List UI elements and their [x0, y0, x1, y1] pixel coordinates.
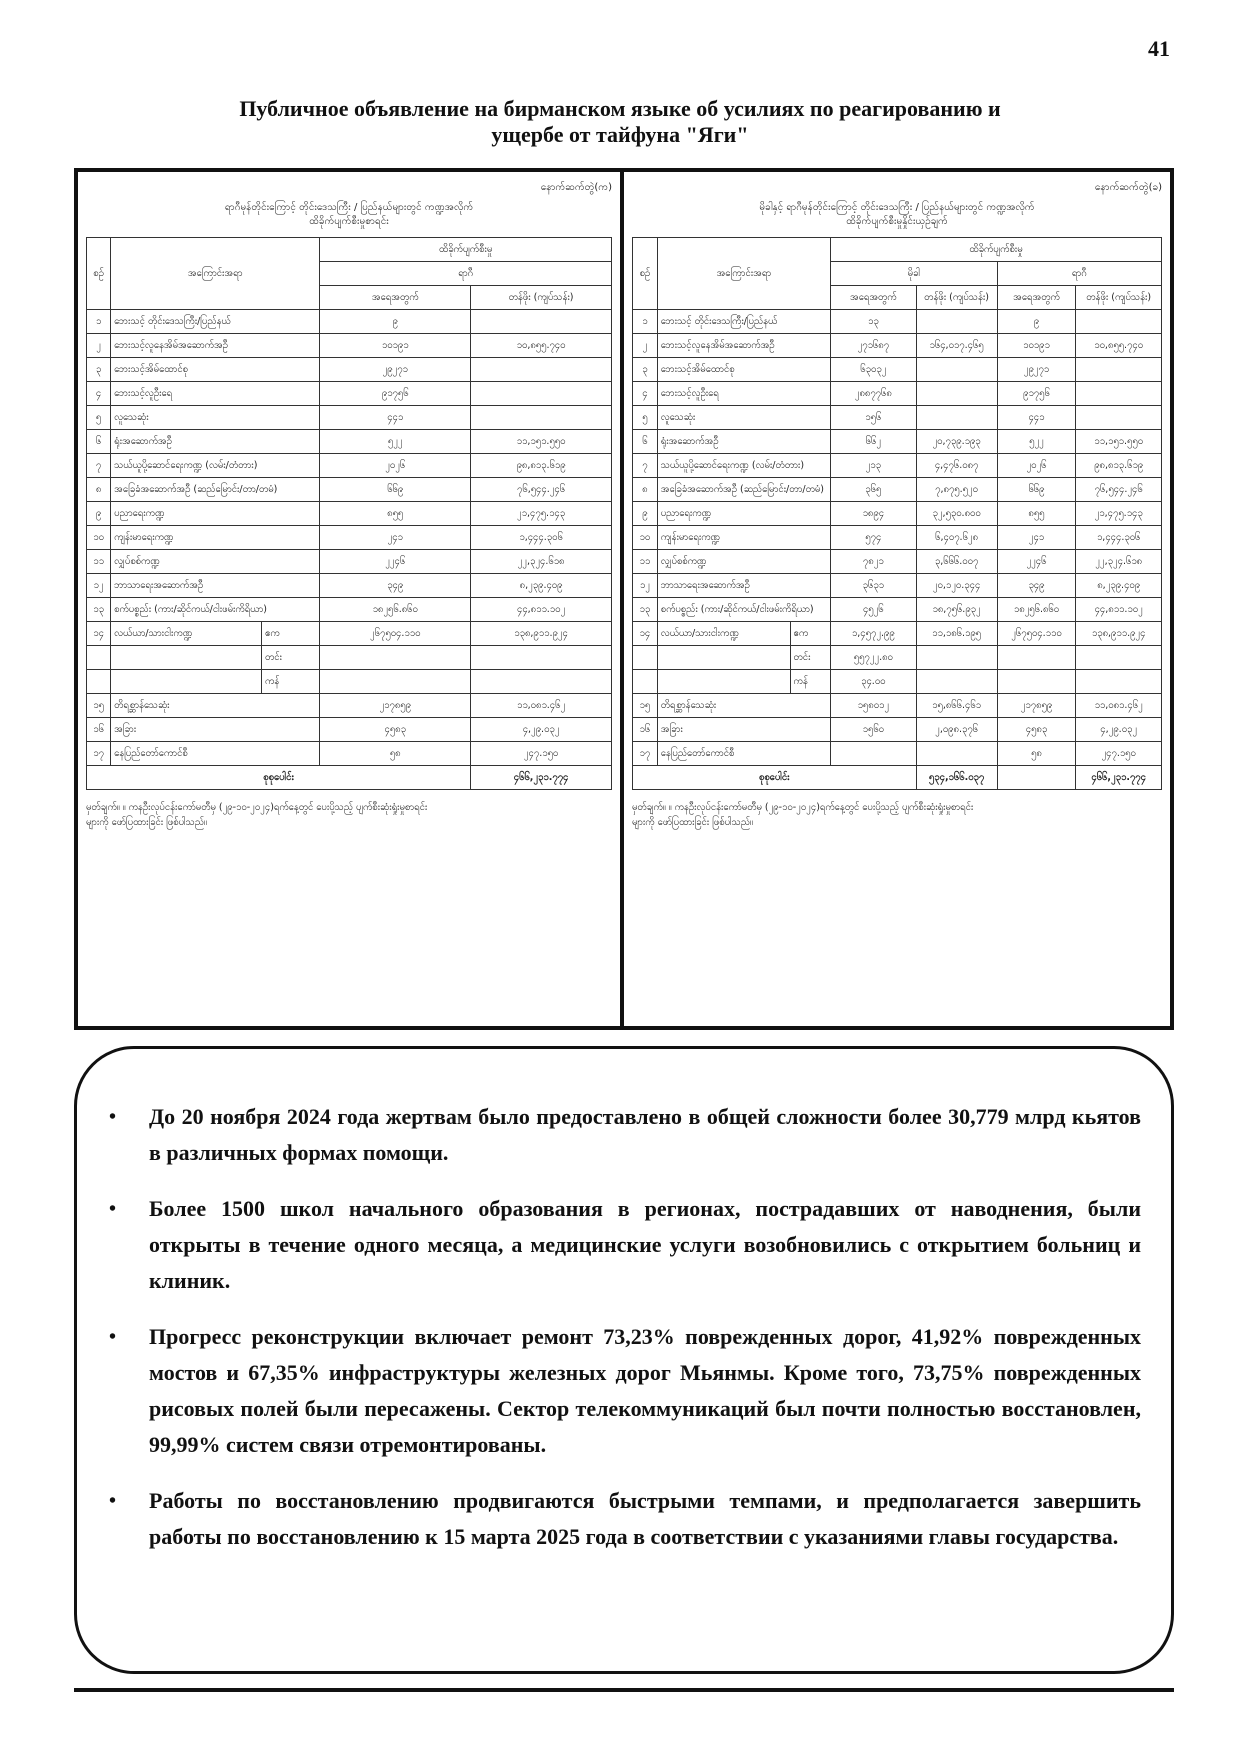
row-subject: ဘေးသင့် တိုင်းဒေသကြီး/ပြည်နယ် — [657, 310, 830, 334]
table-row — [87, 550, 612, 574]
annex-b-heading-line-2: ထိခိုက်ပျက်စီးမှုနှိုင်းယှဉ်ချက် — [846, 216, 948, 227]
row-subject: တိရစ္ဆာန်သေဆုံး — [111, 694, 320, 718]
row-mocha-value: ၃,၆၆၆.၀၀၇ — [916, 550, 997, 574]
bullet-icon: • — [109, 1106, 117, 1128]
annex-a-footnote-line-2: များကို ဖော်ပြထားခြင်း ဖြစ်ပါသည်။ — [86, 817, 207, 828]
row-value: ၇၆,၅၄၄.၂၄၆ — [471, 478, 612, 502]
row-yagi-count: ၉၁၇၅၆ — [997, 382, 1076, 406]
page-title — [120, 96, 1120, 148]
row-count: ၂၆၇၅၀၄.၁၁၀ — [320, 622, 471, 646]
annex-b-heading-line-1: မိုခါနှင့် ရာဂီမုန်တိုင်းကြောင့် တိုင်းဒေသကြီး / ပြည်နယ်များတွင် ကဏ္ဍအလိုက် — [759, 202, 1035, 213]
row-value — [471, 406, 612, 430]
row-yagi-value — [1076, 310, 1162, 334]
row-subject: ဘေးသင့်အိမ်ထောင်စု — [657, 358, 830, 382]
row-subject: သယ်ယူပို့ဆောင်ရေးကဏ္ဍ (လမ်း/တံတား) — [111, 454, 320, 478]
row-subject: ဘေးသင့်အိမ်ထောင်စု — [111, 358, 320, 382]
row-yagi-count: ၄၅၈၃ — [997, 718, 1076, 742]
row-count: ၁၀၁၉၁ — [320, 334, 471, 358]
row-mocha-count: ၁၅၆ — [831, 406, 917, 430]
total-row — [633, 766, 1162, 790]
row-mocha-count: ၃၆၅ — [831, 478, 917, 502]
row-mocha-count: ၆၆၂ — [831, 430, 917, 454]
row-value: ၄၄,၈၁၁.၁၀၂ — [471, 598, 612, 622]
summary-item — [107, 1483, 1141, 1555]
row-mocha-value: ၄,၄၇၆.၀၈၇ — [916, 454, 997, 478]
table-row — [633, 526, 1162, 550]
row-number: ၇ — [633, 454, 658, 478]
row-count: ၂၉၂၇၁ — [320, 358, 471, 382]
row-mocha-value — [916, 406, 997, 430]
bullet-icon: • — [109, 1326, 117, 1348]
table-row — [87, 382, 612, 406]
summary-text: Работы по восстановлению продвигаются быстрыми темпами, и предполагается завершить работы по восстановлению к 15 марта 2025 года в соответствии с указаниями главы государства. — [149, 1488, 1141, 1549]
row-subject: ဘေးသင့် တိုင်းဒေသကြီး/ပြည်နယ် — [111, 310, 320, 334]
row-count: ၂၄၁ — [320, 526, 471, 550]
row-mocha-count: ၁၅၈၀၁၂ — [831, 694, 917, 718]
row-subject: လူသေဆုံး — [111, 406, 320, 430]
annex-b-panel — [624, 172, 1170, 1026]
row-subject: ဘေးသင့်လူနေအိမ်အဆောက်အဦ — [657, 334, 830, 358]
annex-b-heading — [632, 201, 1162, 229]
table-row — [87, 406, 612, 430]
table-row — [633, 382, 1162, 406]
row-yagi-count: ၅၈ — [997, 742, 1076, 766]
col-header-yagi-count: အရေအတွက် — [997, 286, 1076, 310]
row-subject: ပညာရေးကဏ္ဍ — [111, 502, 320, 526]
row-subject: ဘာသာရေးအဆောက်အဦ — [111, 574, 320, 598]
row-mocha-count: ၂၁၃ — [831, 454, 917, 478]
table-row — [87, 310, 612, 334]
row-unit: ကန် — [261, 670, 319, 694]
row-count: ၄၅၈၃ — [320, 718, 471, 742]
row-subject — [657, 646, 790, 670]
table-row — [87, 334, 612, 358]
row-yagi-count: ၅၂၂ — [997, 430, 1076, 454]
announcement-scan-frame — [74, 168, 1174, 1030]
row-number — [87, 646, 111, 670]
row-number: ၆ — [633, 430, 658, 454]
col-header-yagi-value: တန်ဖိုး (ကျပ်သန်း) — [1076, 286, 1162, 310]
row-subject: ရုံးအဆောက်အဦ — [657, 430, 830, 454]
row-number: ၈ — [87, 478, 111, 502]
row-yagi-count: ၂၀၂၆ — [997, 454, 1076, 478]
row-count: ၁၈၂၅၆.၈၆၀ — [320, 598, 471, 622]
row-subject: ဘေးသင့်လူဦးရေ — [111, 382, 320, 406]
table-row — [633, 502, 1162, 526]
row-value: ၂၁,၄၇၅.၁၄၃ — [471, 502, 612, 526]
table-row — [87, 742, 612, 766]
row-number: ၁၆ — [87, 718, 111, 742]
row-number: ၇ — [87, 454, 111, 478]
row-count: ၄၄၁ — [320, 406, 471, 430]
row-subject — [111, 646, 262, 670]
row-mocha-value: ၃၂,၅၃၀.၈၀၀ — [916, 502, 997, 526]
total-mocha-value: ၅၃၄,၁၆၆.၀၃၇ — [916, 766, 997, 790]
table-row — [633, 406, 1162, 430]
row-yagi-count: ၂၂၄၆ — [997, 550, 1076, 574]
table-row — [633, 646, 1162, 670]
row-yagi-value: ၂၄၇.၁၅၀ — [1076, 742, 1162, 766]
table-row — [87, 622, 612, 646]
row-number: ၆ — [87, 430, 111, 454]
row-yagi-count: ၃၄၉ — [997, 574, 1076, 598]
row-mocha-value: ၁၈,၇၅၆.၉၃၂ — [916, 598, 997, 622]
row-value: ၁၃၈,၉၁၁.၉၂၄ — [471, 622, 612, 646]
row-value: ၈,၂၃၉.၄၀၉ — [471, 574, 612, 598]
row-number: ၃ — [87, 358, 111, 382]
row-yagi-value — [1076, 358, 1162, 382]
col-header-subject: အကြောင်းအရာ — [657, 238, 830, 310]
title-line-1: Публичное объявление на бирманском языке об усилиях по реагированию и — [239, 96, 1001, 121]
table-row — [87, 718, 612, 742]
table-row — [633, 334, 1162, 358]
table-row — [87, 358, 612, 382]
row-number: ၉ — [87, 502, 111, 526]
table-row — [87, 598, 612, 622]
table-row — [633, 622, 1162, 646]
row-yagi-value — [1076, 670, 1162, 694]
row-number: ၁ — [87, 310, 111, 334]
title-line-2: ущербе от тайфуна "Яги" — [491, 122, 749, 147]
row-yagi-value: ၇၆,၅၄၄.၂၄၆ — [1076, 478, 1162, 502]
table-row — [87, 502, 612, 526]
row-unit: တင်း — [261, 646, 319, 670]
col-header-no: စဉ် — [633, 238, 658, 310]
annex-a-footnote — [86, 800, 612, 830]
row-mocha-count: ၆၃၀၃၂ — [831, 358, 917, 382]
row-subject: သယ်ယူပို့ဆောင်ရေးကဏ္ဍ (လမ်း/တံတား) — [657, 454, 830, 478]
table-row — [87, 430, 612, 454]
row-subject: တိရစ္ဆာန်သေဆုံး — [657, 694, 830, 718]
row-yagi-value: ၂၂,၃၂၄.၆၁၈ — [1076, 550, 1162, 574]
row-yagi-value: ၈,၂၃၉.၄၀၉ — [1076, 574, 1162, 598]
table-row — [633, 694, 1162, 718]
row-number — [87, 670, 111, 694]
row-number: ၁၇ — [87, 742, 111, 766]
row-yagi-value: ၁,၄၄၄.၃၀၆ — [1076, 526, 1162, 550]
total-row — [87, 766, 612, 790]
table-row — [87, 574, 612, 598]
row-count: ၅၈ — [320, 742, 471, 766]
row-mocha-value — [916, 382, 997, 406]
row-subject: ကျန်းမာရေးကဏ္ဍ — [111, 526, 320, 550]
row-count: ၂၁၇၈၅၉ — [320, 694, 471, 718]
row-mocha-count: ၅၅၇၂၂.၈၀ — [831, 646, 917, 670]
table-row — [633, 430, 1162, 454]
row-number: ၁၇ — [633, 742, 658, 766]
col-header-yagi: ရာဂီ — [997, 262, 1161, 286]
bullet-icon: • — [109, 1198, 117, 1220]
row-mocha-value: ၂၀,၇၃၉.၁၉၃ — [916, 430, 997, 454]
row-mocha-value — [916, 310, 997, 334]
row-mocha-count: ၁၃ — [831, 310, 917, 334]
row-subject: အခြား — [111, 718, 320, 742]
row-number: ၁၁ — [87, 550, 111, 574]
annex-a-heading-line-2: ထိခိုက်ပျက်စီးမှုစာရင်း — [309, 216, 389, 227]
row-mocha-count: ၁၈၉၄ — [831, 502, 917, 526]
row-yagi-count: ၆၆၉ — [997, 478, 1076, 502]
row-mocha-value: ၆,၄၀၇.၆၂၈ — [916, 526, 997, 550]
row-mocha-value — [916, 646, 997, 670]
row-yagi-count: ၁၈၂၅၆.၈၆၀ — [997, 598, 1076, 622]
annex-a-heading-line-1: ရာဂီမုန်တိုင်းကြောင့် တိုင်းဒေသကြီး / ပြည်နယ်များတွင် ကဏ္ဍအလိုက် — [224, 202, 474, 213]
row-number — [633, 646, 658, 670]
table-row — [87, 670, 612, 694]
row-value: ၁၀,၈၅၅.၇၄၀ — [471, 334, 612, 358]
row-subject: အခြေခံအဆောက်အဦ (ဆည်မြောင်း/တာ/တမံ) — [111, 478, 320, 502]
table-row — [633, 742, 1162, 766]
row-number: ၁၀ — [633, 526, 658, 550]
row-count: ၆၆၉ — [320, 478, 471, 502]
col-header-mocha: မိုခါ — [831, 262, 998, 286]
row-mocha-count: ၄၅၂၆ — [831, 598, 917, 622]
row-yagi-value: ၄,၂၉.၀၃၂ — [1076, 718, 1162, 742]
annex-a-heading — [86, 201, 612, 229]
row-count: ၂၂၄၆ — [320, 550, 471, 574]
row-number — [633, 670, 658, 694]
row-mocha-count: ၁၅၆၀ — [831, 718, 917, 742]
row-number: ၁၁ — [633, 550, 658, 574]
row-yagi-count: ၄၄၁ — [997, 406, 1076, 430]
col-header-no: စဉ် — [87, 238, 111, 310]
row-yagi-count: ၂၄၁ — [997, 526, 1076, 550]
table-row — [633, 718, 1162, 742]
row-subject: အခြား — [657, 718, 830, 742]
row-count — [320, 646, 471, 670]
row-mocha-count: ၇၈၂၁ — [831, 550, 917, 574]
row-value — [471, 670, 612, 694]
row-subject: ရုံးအဆောက်အဦ — [111, 430, 320, 454]
row-subject: လယ်ယာ/သားငါးကဏ္ဍ — [111, 622, 262, 646]
row-yagi-count: ၂၆၇၅၀၄.၁၁၀ — [997, 622, 1076, 646]
table-row — [633, 454, 1162, 478]
row-mocha-count — [831, 742, 917, 766]
summary-text: Более 1500 школ начального образования в регионах, пострадавших от наводнения, были открыты в течение одного месяца, а медицинские услуги возобновились с открытием больниц и клиник. — [149, 1196, 1141, 1293]
row-mocha-count: ၃၄.၀၀ — [831, 670, 917, 694]
row-number: ၁၂ — [87, 574, 111, 598]
row-number: ၁၄ — [87, 622, 111, 646]
row-subject: ဘေးသင့်လူနေအိမ်အဆောက်အဦ — [111, 334, 320, 358]
row-yagi-value: ၂၁,၄၇၅.၁၄၃ — [1076, 502, 1162, 526]
row-number: ၁၄ — [633, 622, 658, 646]
row-count: ၅၂၂ — [320, 430, 471, 454]
summary-item — [107, 1191, 1141, 1299]
row-count: ၃၄၉ — [320, 574, 471, 598]
table-row — [633, 574, 1162, 598]
row-subject: ပညာရေးကဏ္ဍ — [657, 502, 830, 526]
table-row — [633, 478, 1162, 502]
row-mocha-value — [916, 742, 997, 766]
row-count — [320, 670, 471, 694]
row-mocha-count: ၂၇၁၆၈၇ — [831, 334, 917, 358]
total-yagi-value: ၄၆၆,၂၃၁.၇၇၄ — [1076, 766, 1162, 790]
annex-b-footnote-line-1: မှတ်ချက်။ ။ ကနဦးလုပ်ငန်းကော်မတီမှ (၂၉-၁၀-၂၀၂၄)ရက်နေ့တွင် ပေးပို့သည့် ပျက်စီးဆုံးရှုံးမှုစာရင်း — [632, 802, 974, 813]
row-yagi-count: ၈၅၅ — [997, 502, 1076, 526]
row-count: ၉ — [320, 310, 471, 334]
summary-item — [107, 1099, 1141, 1171]
annex-a-table-body — [87, 310, 612, 790]
row-number: ၄ — [87, 382, 111, 406]
row-subject: ကျန်းမာရေးကဏ္ဍ — [657, 526, 830, 550]
row-mocha-value: ၁၁,၁၈၆.၁၉၅ — [916, 622, 997, 646]
row-subject — [657, 670, 790, 694]
row-count: ၂၀၂၆ — [320, 454, 471, 478]
col-header-mocha-value: တန်ဖိုး (ကျပ်သန်း) — [916, 286, 997, 310]
table-row — [633, 598, 1162, 622]
annex-b-footnote — [632, 800, 1162, 830]
annex-b-label: နောက်ဆက်တွဲ(ခ) — [1094, 182, 1162, 193]
row-value: ၉၈,၈၁၃.၆၁၉ — [471, 454, 612, 478]
col-header-count: အရေအတွက် — [320, 286, 471, 310]
row-count: ၈၅၅ — [320, 502, 471, 526]
row-value — [471, 382, 612, 406]
summary-item — [107, 1319, 1141, 1463]
table-row — [87, 454, 612, 478]
col-header-value: တန်ဖိုး (ကျပ်သန်း) — [471, 286, 612, 310]
row-number: ၅ — [633, 406, 658, 430]
table-row — [87, 478, 612, 502]
row-mocha-value — [916, 670, 997, 694]
row-subject — [111, 670, 262, 694]
row-yagi-count: ၁၀၁၉၁ — [997, 334, 1076, 358]
row-number: ၉ — [633, 502, 658, 526]
summary-text: Прогресс реконструкции включает ремонт 73,23% поврежденных дорог, 41,92% поврежденных мостов и 67,35% инфраструктуры железных дорог Мьянмы. Кроме того, 73,75% поврежденных рисовых полей были пересажены. Сектор телекоммуникаций был почти полностью восстановлен, 99,99% систем связи отремонтированы. — [149, 1324, 1141, 1457]
row-mocha-value: ၂,၀၉၈.၃၇၆ — [916, 718, 997, 742]
row-mocha-value: ၇,၈၇၅.၅၂၀ — [916, 478, 997, 502]
row-mocha-value: ၁၆၄,၀၁၇.၄၆၅ — [916, 334, 997, 358]
row-yagi-value: ၄၄,၈၁၁.၁၀၂ — [1076, 598, 1162, 622]
row-number: ၁၅ — [633, 694, 658, 718]
row-number: ၂ — [87, 334, 111, 358]
annex-a-table — [86, 237, 612, 790]
row-value — [471, 358, 612, 382]
bullet-icon: • — [109, 1490, 117, 1512]
table-row — [633, 550, 1162, 574]
row-yagi-count — [997, 646, 1076, 670]
row-yagi-value — [1076, 382, 1162, 406]
row-value — [471, 646, 612, 670]
row-value: ၂၂,၃၂၄.၆၁၈ — [471, 550, 612, 574]
row-number: ၁၃ — [633, 598, 658, 622]
table-row — [633, 310, 1162, 334]
table-row — [87, 694, 612, 718]
row-value: ၁၁,၀၈၁.၄၆၂ — [471, 694, 612, 718]
row-subject: နေပြည်တော်ကောင်စီ — [657, 742, 830, 766]
row-number: ၁၃ — [87, 598, 111, 622]
row-unit: တင်း — [790, 646, 831, 670]
row-yagi-value — [1076, 406, 1162, 430]
row-number: ၁၅ — [87, 694, 111, 718]
annex-a-panel — [78, 172, 620, 1026]
row-yagi-count — [997, 670, 1076, 694]
row-number: ၁၀ — [87, 526, 111, 550]
table-row — [87, 646, 612, 670]
row-number: ၁၆ — [633, 718, 658, 742]
annex-b-footnote-line-2: များကို ဖော်ပြထားခြင်း ဖြစ်ပါသည်။ — [632, 817, 753, 828]
row-mocha-count: ၅၇၄ — [831, 526, 917, 550]
row-yagi-count: ၂၉၂၇၁ — [997, 358, 1076, 382]
row-value: ၁၁,၁၅၁.၅၅၀ — [471, 430, 612, 454]
row-subject: လယ်ယာ/သားငါးကဏ္ဍ — [657, 622, 790, 646]
row-number: ၂ — [633, 334, 658, 358]
page-number: 41 — [1148, 36, 1170, 61]
bottom-rule — [74, 1688, 1174, 1692]
table-row — [633, 670, 1162, 694]
annex-a-label: နောက်ဆက်တွဲ(က) — [540, 182, 612, 193]
row-yagi-value — [1076, 646, 1162, 670]
table-row — [87, 526, 612, 550]
row-mocha-count: ၃၆၃၁ — [831, 574, 917, 598]
row-subject: လျှပ်စစ်ကဏ္ဍ — [657, 550, 830, 574]
col-header-subject: အကြောင်းအရာ — [111, 238, 320, 310]
table-row — [633, 358, 1162, 382]
row-number: ၁ — [633, 310, 658, 334]
col-header-damage: ထိခိုက်ပျက်စီးမှု — [320, 238, 612, 262]
row-yagi-value: ၁၃၈,၉၁၁.၉၂၄ — [1076, 622, 1162, 646]
row-yagi-count: ၂၁၇၈၅၉ — [997, 694, 1076, 718]
col-header-yagi: ရာဂီ — [320, 262, 612, 286]
row-number: ၈ — [633, 478, 658, 502]
row-yagi-value: ၁၁,၁၅၁.၅၅၀ — [1076, 430, 1162, 454]
row-unit: ဧက — [261, 622, 319, 646]
total-label: စုစုပေါင်း — [87, 766, 471, 790]
total-label: စုစုပေါင်း — [633, 766, 917, 790]
annex-b-table-body — [633, 310, 1162, 790]
total-value: ၄၆၆,၂၃၁.၇၇၄ — [471, 766, 612, 790]
summary-text: До 20 ноября 2024 года жертвам было предоставлено в общей сложности более 30,779 млрд кьятов в различных формах помощи. — [149, 1104, 1141, 1165]
row-number: ၁၂ — [633, 574, 658, 598]
row-subject: ဘာသာရေးအဆောက်အဦ — [657, 574, 830, 598]
row-mocha-count: ၂၈၈၇၇၆၈ — [831, 382, 917, 406]
row-subject: အခြေခံအဆောက်အဦ (ဆည်မြောင်း/တာ/တမံ) — [657, 478, 830, 502]
row-value — [471, 310, 612, 334]
row-mocha-value: ၁၅,၈၆၆.၄၆၁ — [916, 694, 997, 718]
col-header-mocha-count: အရေအတွက် — [831, 286, 917, 310]
total-blank — [997, 766, 1076, 790]
row-unit: ဧက — [790, 622, 831, 646]
row-subject: ဘေးသင့်လူဦးရေ — [657, 382, 830, 406]
row-yagi-value: ၉၈,၈၁၃.၆၁၉ — [1076, 454, 1162, 478]
summary-box — [74, 1046, 1174, 1674]
row-subject: စက်ပစ္စည်း (ကား/ဆိုင်ကယ်/ငါးဖမ်းကိရိယာ) — [657, 598, 830, 622]
row-number: ၄ — [633, 382, 658, 406]
row-mocha-value: ၂၀,၁၂၀.၃၄၄ — [916, 574, 997, 598]
row-value: ၄,၂၉.၀၃၂ — [471, 718, 612, 742]
summary-list — [77, 1049, 1171, 1555]
row-subject: နေပြည်တော်ကောင်စီ — [111, 742, 320, 766]
row-count: ၉၁၇၅၆ — [320, 382, 471, 406]
col-header-damage: ထိခိုက်ပျက်စီးမှု — [831, 238, 1162, 262]
row-yagi-value: ၁၀,၈၅၅.၇၄၀ — [1076, 334, 1162, 358]
row-subject: လျှပ်စစ်ကဏ္ဍ — [111, 550, 320, 574]
annex-a-footnote-line-1: မှတ်ချက်။ ။ ကနဦးလုပ်ငန်းကော်မတီမှ (၂၉-၁၀-၂၀၂၄)ရက်နေ့တွင် ပေးပို့သည့် ပျက်စီးဆုံးရှုံးမှုစာရင်း — [86, 802, 428, 813]
row-yagi-value: ၁၁,၀၈၁.၄၆၂ — [1076, 694, 1162, 718]
annex-b-table — [632, 237, 1162, 790]
row-unit: ကန် — [790, 670, 831, 694]
row-number: ၅ — [87, 406, 111, 430]
row-subject: လူသေဆုံး — [657, 406, 830, 430]
row-mocha-count: ၁,၄၅၇၂.၉၉ — [831, 622, 917, 646]
row-mocha-value — [916, 358, 997, 382]
row-value: ၂၄၇.၁၅၀ — [471, 742, 612, 766]
row-number: ၃ — [633, 358, 658, 382]
row-subject: စက်ပစ္စည်း (ကား/ဆိုင်ကယ်/ငါးဖမ်းကိရိယာ) — [111, 598, 320, 622]
row-yagi-count: ၉ — [997, 310, 1076, 334]
row-value: ၁,၄၄၄.၃၀၆ — [471, 526, 612, 550]
